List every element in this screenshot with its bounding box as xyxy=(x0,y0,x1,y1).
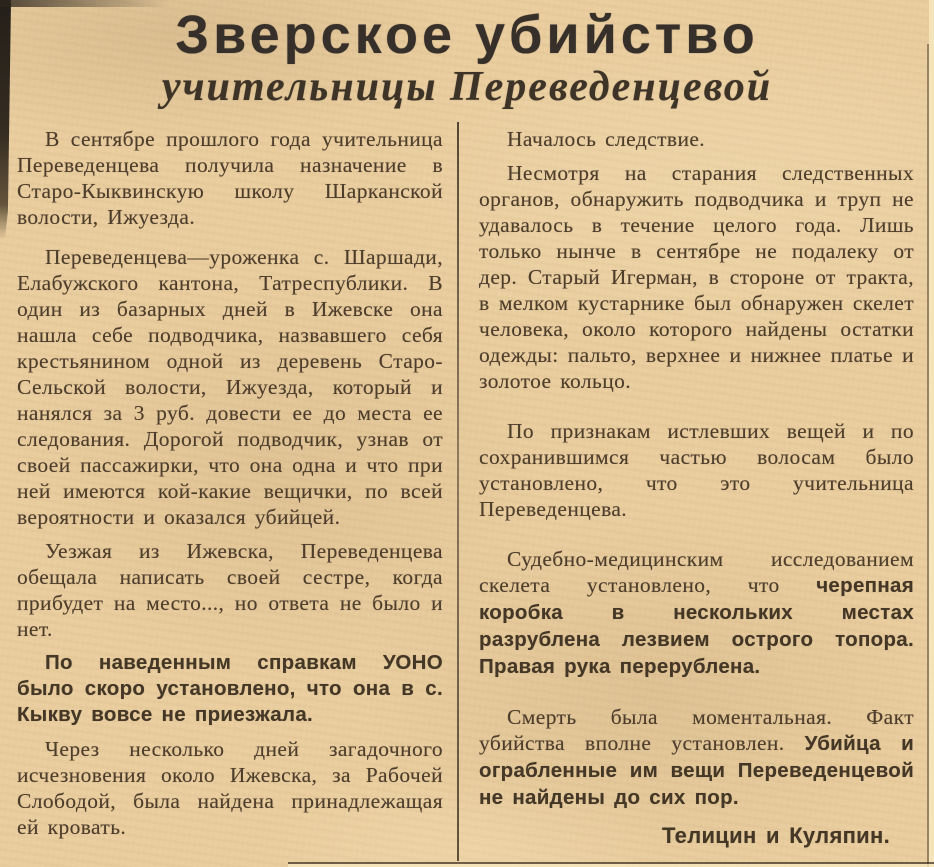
paragraph-uono-inquiry: По наведенным справкам УОНО было скоро установлено, что она в с. Кыкву вовсе не приезжала. xyxy=(17,651,443,726)
paragraph-appointment: В сентябре прошлого года учительница Переведенцева получила назначение в Старо-Кыквинскую школу Шарканской волости, Ижуезда. xyxy=(17,127,443,229)
column-left xyxy=(13,126,459,865)
article-header xyxy=(0,0,934,109)
conclusion-serif-part: Смерть была моментальная. Факт убийства вполне установлен. xyxy=(479,705,914,755)
byline: Телицин и Куляпин. xyxy=(662,823,890,848)
forensic-findings-bold-part: черепная коробка в нескольких местах разрублена лезвием острого топора. Правая рука перерублена. xyxy=(479,574,914,678)
paragraph-identification: По признакам истлевших вещей и по сохранившимся частью волосам было установлено, что это учительница Переведенцева. xyxy=(479,419,914,521)
paragraph-origin-and-driver: Переведенцева—уроженка с. Шаршади, Елабужского кантона, Татреспублики. В один из базарных дней в Ижевске она нашла себе подводчика, назвавшего себя крестьянином одной из деревень Старо-Сельской волости, Ижуезда, который и нанялся за 3 руб. довести ее до места ее следования. Дорогой подводчик, узнав от своей пассажирки, что она одна и что при ней имеются кой-какие вещички, по всей вероятности и оказался убийцей. xyxy=(17,245,443,529)
article-body xyxy=(13,126,926,865)
paragraph-conclusion xyxy=(479,704,914,811)
column-right xyxy=(459,126,926,865)
paragraph-promise-to-write: Уезжая из Ижевска, Переведенцева обещала написать своей сестре, когда прибудет на место..., но ответа не было и нет. xyxy=(17,539,443,641)
paragraph-forensic-findings xyxy=(479,546,914,680)
headline: Зверское убийство xyxy=(175,5,759,65)
paragraph-investigation-started: Началось следствие. xyxy=(507,127,706,151)
paragraph-bed-found: Через несколько дней загадочного исчезновения около Ижевска, за Рабочей Слободой, была найдена принадлежащая ей кровать. xyxy=(17,737,443,839)
subheadline: учительницы Переведенцевой xyxy=(161,64,773,111)
forensic-findings-serif-part: Судебно-медицинским исследованием скелета установлено, что xyxy=(479,547,914,597)
scan-edge-right-artifact xyxy=(929,0,934,867)
conclusion-bold-part: Убийца и ограбленные им вещи Переведенцевой не найдены до сих пор. xyxy=(479,732,915,809)
paragraph-skeleton-found: Несмотря на старания следственных органов, обнаружить подводчика и труп не удавалось в течение целого года. Лишь только нынче в сентябре не подалеку от дер. Старый Игерман, в стороне от тракта, в мелком кустарнике был обнаружен скелет человека, около которого найдены остатки одежды: пальто, верхнее и нижнее платье и золотое кольцо. xyxy=(479,161,914,393)
